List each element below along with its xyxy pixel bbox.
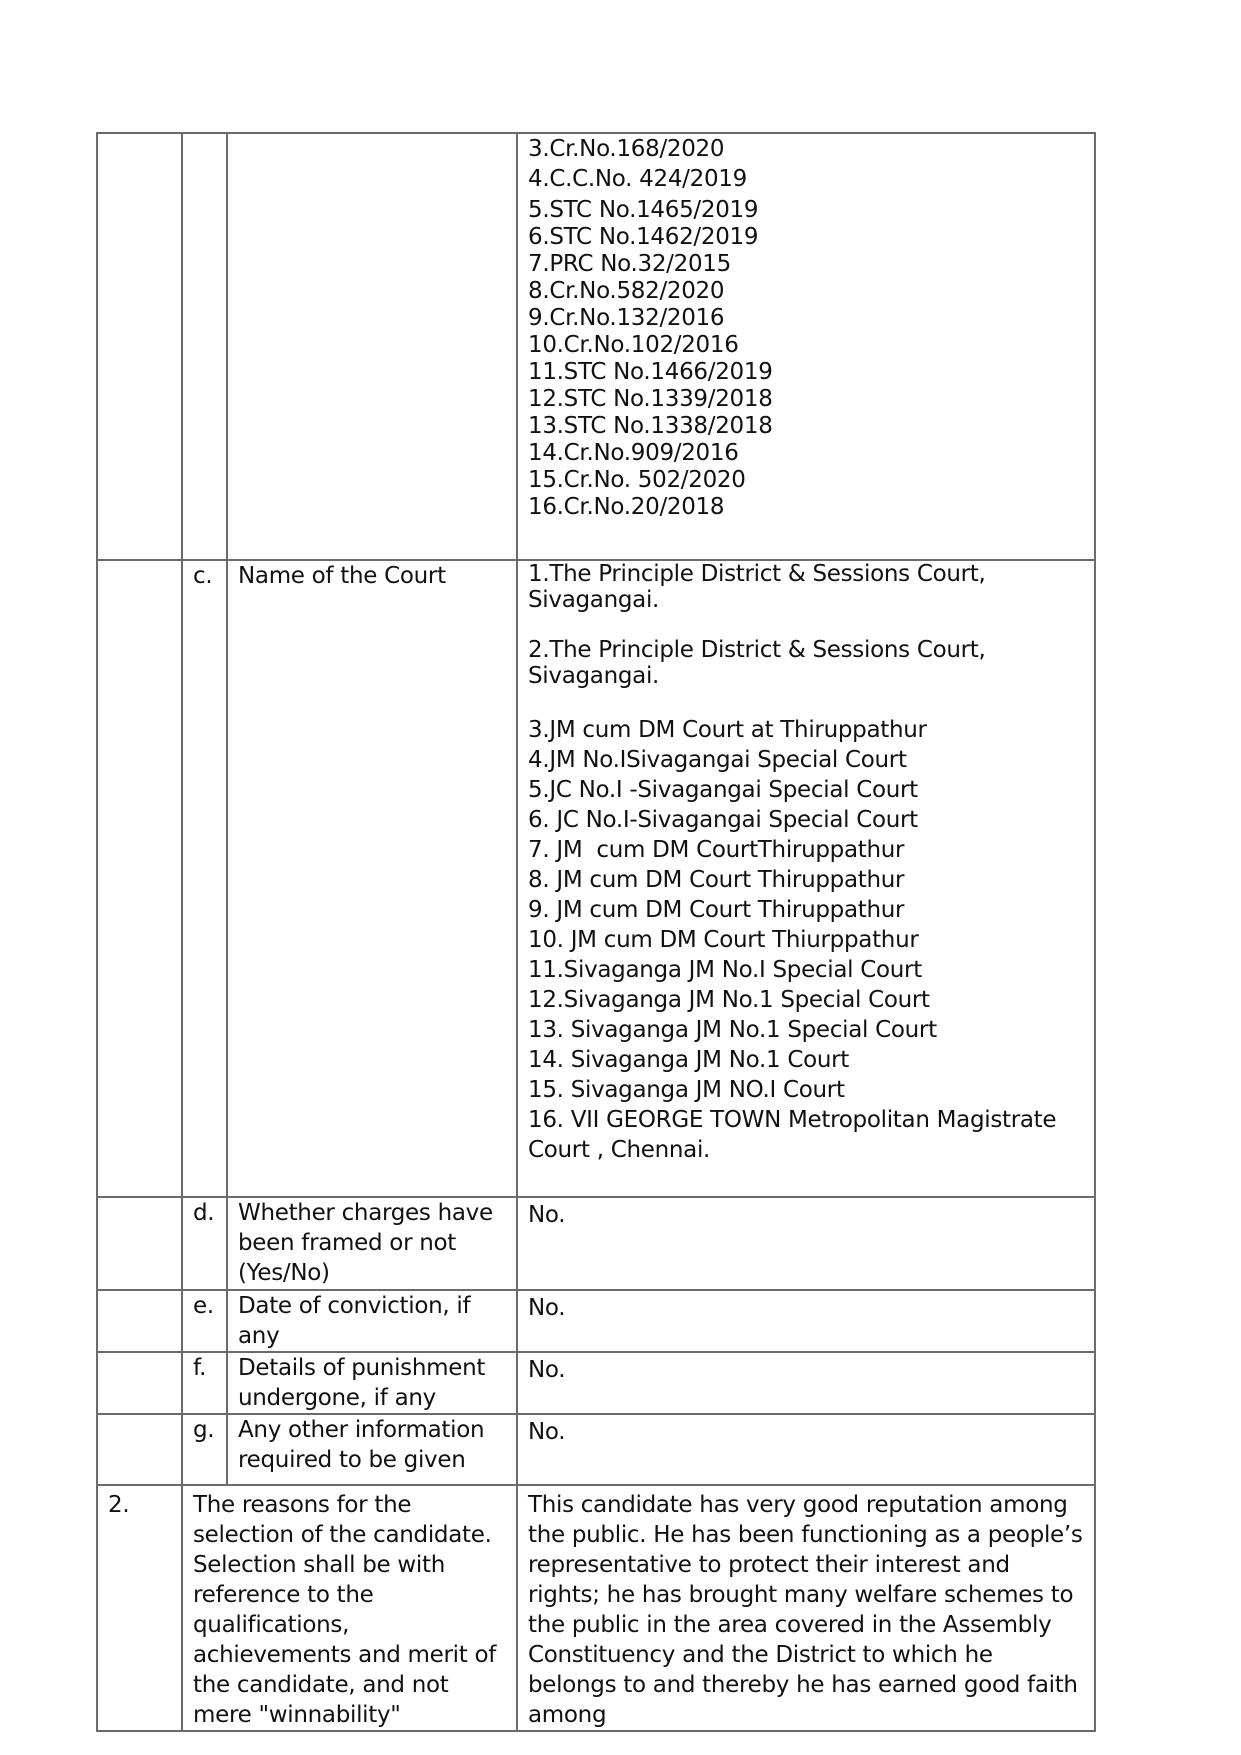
court-entry: 12.Sivaganga JM No.1 Special Court	[528, 987, 930, 1013]
case-number: 14.Cr.No.909/2016	[528, 440, 739, 466]
case-number-list	[517, 133, 1095, 560]
cell-index	[97, 560, 182, 1197]
case-number: 3.Cr.No.168/2020	[528, 136, 725, 162]
row-label: The reasons for the selection of the candidate. Selection shall be with reference to the qualifications, achievements and merit of the candidate, and not mere "winnability"	[182, 1485, 517, 1731]
row-label: Name of the Court	[227, 560, 517, 1197]
cell-index	[97, 1197, 182, 1290]
row-letter: d.	[182, 1197, 227, 1290]
cell-index	[97, 1352, 182, 1414]
cell-letter	[182, 133, 227, 560]
row-value: This candidate has very good reputation among the public. He has been functioning as a people’s representative to protect their interest and rights; he has brought many welfare schemes to the public in the area covered in the Assembly Constituency and the District to which he belongs to and thereby he has earned good faith among	[517, 1485, 1095, 1731]
case-number: 11.STC No.1466/2019	[528, 359, 773, 385]
row-letter: f.	[182, 1352, 227, 1414]
table-row-charges-framed	[97, 1197, 1095, 1290]
case-number: 8.Cr.No.582/2020	[528, 278, 725, 304]
court-entry: Court , Chennai.	[528, 1137, 711, 1163]
cell-index	[97, 1290, 182, 1352]
table-row-conviction-date	[97, 1290, 1095, 1352]
row-value: No.	[517, 1414, 1095, 1485]
case-number: 7.PRC No.32/2015	[528, 251, 731, 277]
court-entry: 13. Sivaganga JM No.1 Special Court	[528, 1017, 937, 1043]
table-row-case-numbers	[97, 133, 1095, 560]
case-number: 12.STC No.1339/2018	[528, 386, 773, 412]
court-entry: 6. JC No.I-Sivagangai Special Court	[528, 807, 918, 833]
court-entry: 5.JC No.I -Sivagangai Special Court	[528, 777, 918, 803]
row-label: Details of punishment undergone, if any	[227, 1352, 517, 1414]
court-entry: 11.Sivaganga JM No.I Special Court	[528, 957, 922, 983]
court-entry: 8. JM cum DM Court Thiruppathur	[528, 867, 905, 893]
court-entry: 10. JM cum DM Court Thiurppathur	[528, 927, 919, 953]
court-entry: 16. VII GEORGE TOWN Metropolitan Magistrate	[528, 1107, 1057, 1133]
cell-index	[97, 1414, 182, 1485]
row-value: No.	[517, 1197, 1095, 1290]
court-entry: 4.JM No.ISivagangai Special Court	[528, 747, 907, 773]
court-name-list	[517, 560, 1095, 1197]
table-row-other-information	[97, 1414, 1095, 1485]
court-entry: 1.The Principle District & Sessions Court, Sivagangai.	[528, 561, 986, 613]
row-label: Date of conviction, if any	[227, 1290, 517, 1352]
court-entry: 15. Sivaganga JM NO.I Court	[528, 1077, 845, 1103]
case-number: 4.C.C.No. 424/2019	[528, 166, 747, 192]
table-row-court-name	[97, 560, 1095, 1197]
court-entry: 14. Sivaganga JM No.1 Court	[528, 1047, 850, 1073]
row-letter: g.	[182, 1414, 227, 1485]
case-number: 16.Cr.No.20/2018	[528, 494, 725, 520]
court-entry: 2.The Principle District & Sessions Court, Sivagangai.	[528, 637, 986, 689]
case-number: 10.Cr.No.102/2016	[528, 332, 739, 358]
case-number: 13.STC No.1338/2018	[528, 413, 773, 439]
court-entry: 3.JM cum DM Court at Thiruppathur	[528, 717, 927, 743]
row-value: No.	[517, 1352, 1095, 1414]
row-label: Any other information required to be given	[227, 1414, 517, 1485]
court-entry: 7. JM cum DM CourtThiruppathur	[528, 837, 905, 863]
cell-index	[97, 133, 182, 560]
row-number: 2.	[97, 1485, 182, 1731]
court-entry: 9. JM cum DM Court Thiruppathur	[528, 897, 905, 923]
cell-label	[227, 133, 517, 560]
row-label: Whether charges have been framed or not (Yes/No)	[227, 1197, 517, 1290]
case-number: 5.STC No.1465/2019	[528, 197, 759, 223]
criminal-antecedents-table	[96, 132, 1096, 1732]
table-row-punishment-details	[97, 1352, 1095, 1414]
row-value: No.	[517, 1290, 1095, 1352]
case-number: 9.Cr.No.132/2016	[528, 305, 725, 331]
row-letter: e.	[182, 1290, 227, 1352]
table-row-selection-reasons	[97, 1485, 1095, 1731]
case-number: 15.Cr.No. 502/2020	[528, 467, 746, 493]
case-number: 6.STC No.1462/2019	[528, 224, 759, 250]
row-letter: c.	[182, 560, 227, 1197]
